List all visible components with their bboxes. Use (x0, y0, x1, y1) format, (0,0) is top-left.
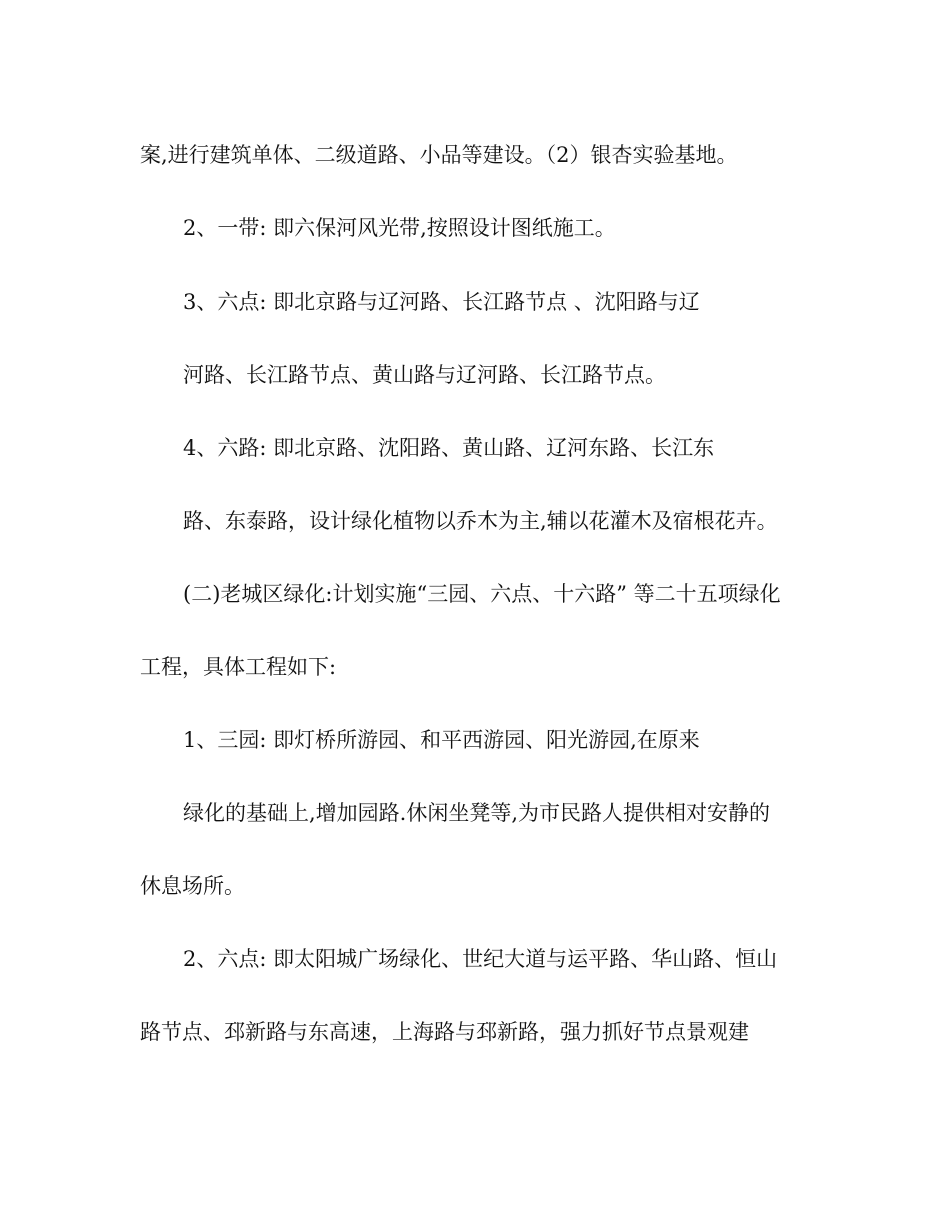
text-line-12: 2、六点: 即太阳城广场绿化、世纪大道与运平路、华山路、恒山 (183, 947, 778, 971)
text-line-2: 2、一带: 即六保河风光带,按照设计图纸施工。 (183, 216, 616, 240)
text-line-13: 路节点、邳新路与东高速，上海路与邳新路，强力抓好节点景观建 (140, 1020, 749, 1044)
text-line-6: 路、东泰路，设计绿化植物以乔木为主,辅以花灌木及宿根花卉。 (183, 509, 778, 533)
text-line-11: 休息场所。 (140, 874, 245, 898)
text-line-8: 工程，具体工程如下: (140, 655, 337, 679)
text-line-1: 案,进行建筑单体、二级道路、小品等建设。（2）银杏实验基地。 (140, 143, 738, 167)
text-line-4: 河路、长江路节点、黄山路与辽河路、长江路节点。 (183, 363, 666, 387)
text-line-7: (二)老城区绿化:计划实施“三园、六点、十六路” 等二十五项绿化 (183, 582, 781, 606)
text-line-5: 4、六路: 即北京路、沈阳路、黄山路、辽河东路、长江东 (183, 436, 715, 460)
text-line-10: 绿化的基础上,增加园路.休闲坐凳等,为市民路人提供相对安静的 (183, 801, 771, 825)
text-line-3: 3、六点: 即北京路与辽河路、长江路节点 、沈阳路与辽 (183, 290, 700, 314)
text-line-9: 1、三园: 即灯桥所游园、和平西游园、阳光游园,在原来 (183, 728, 700, 752)
